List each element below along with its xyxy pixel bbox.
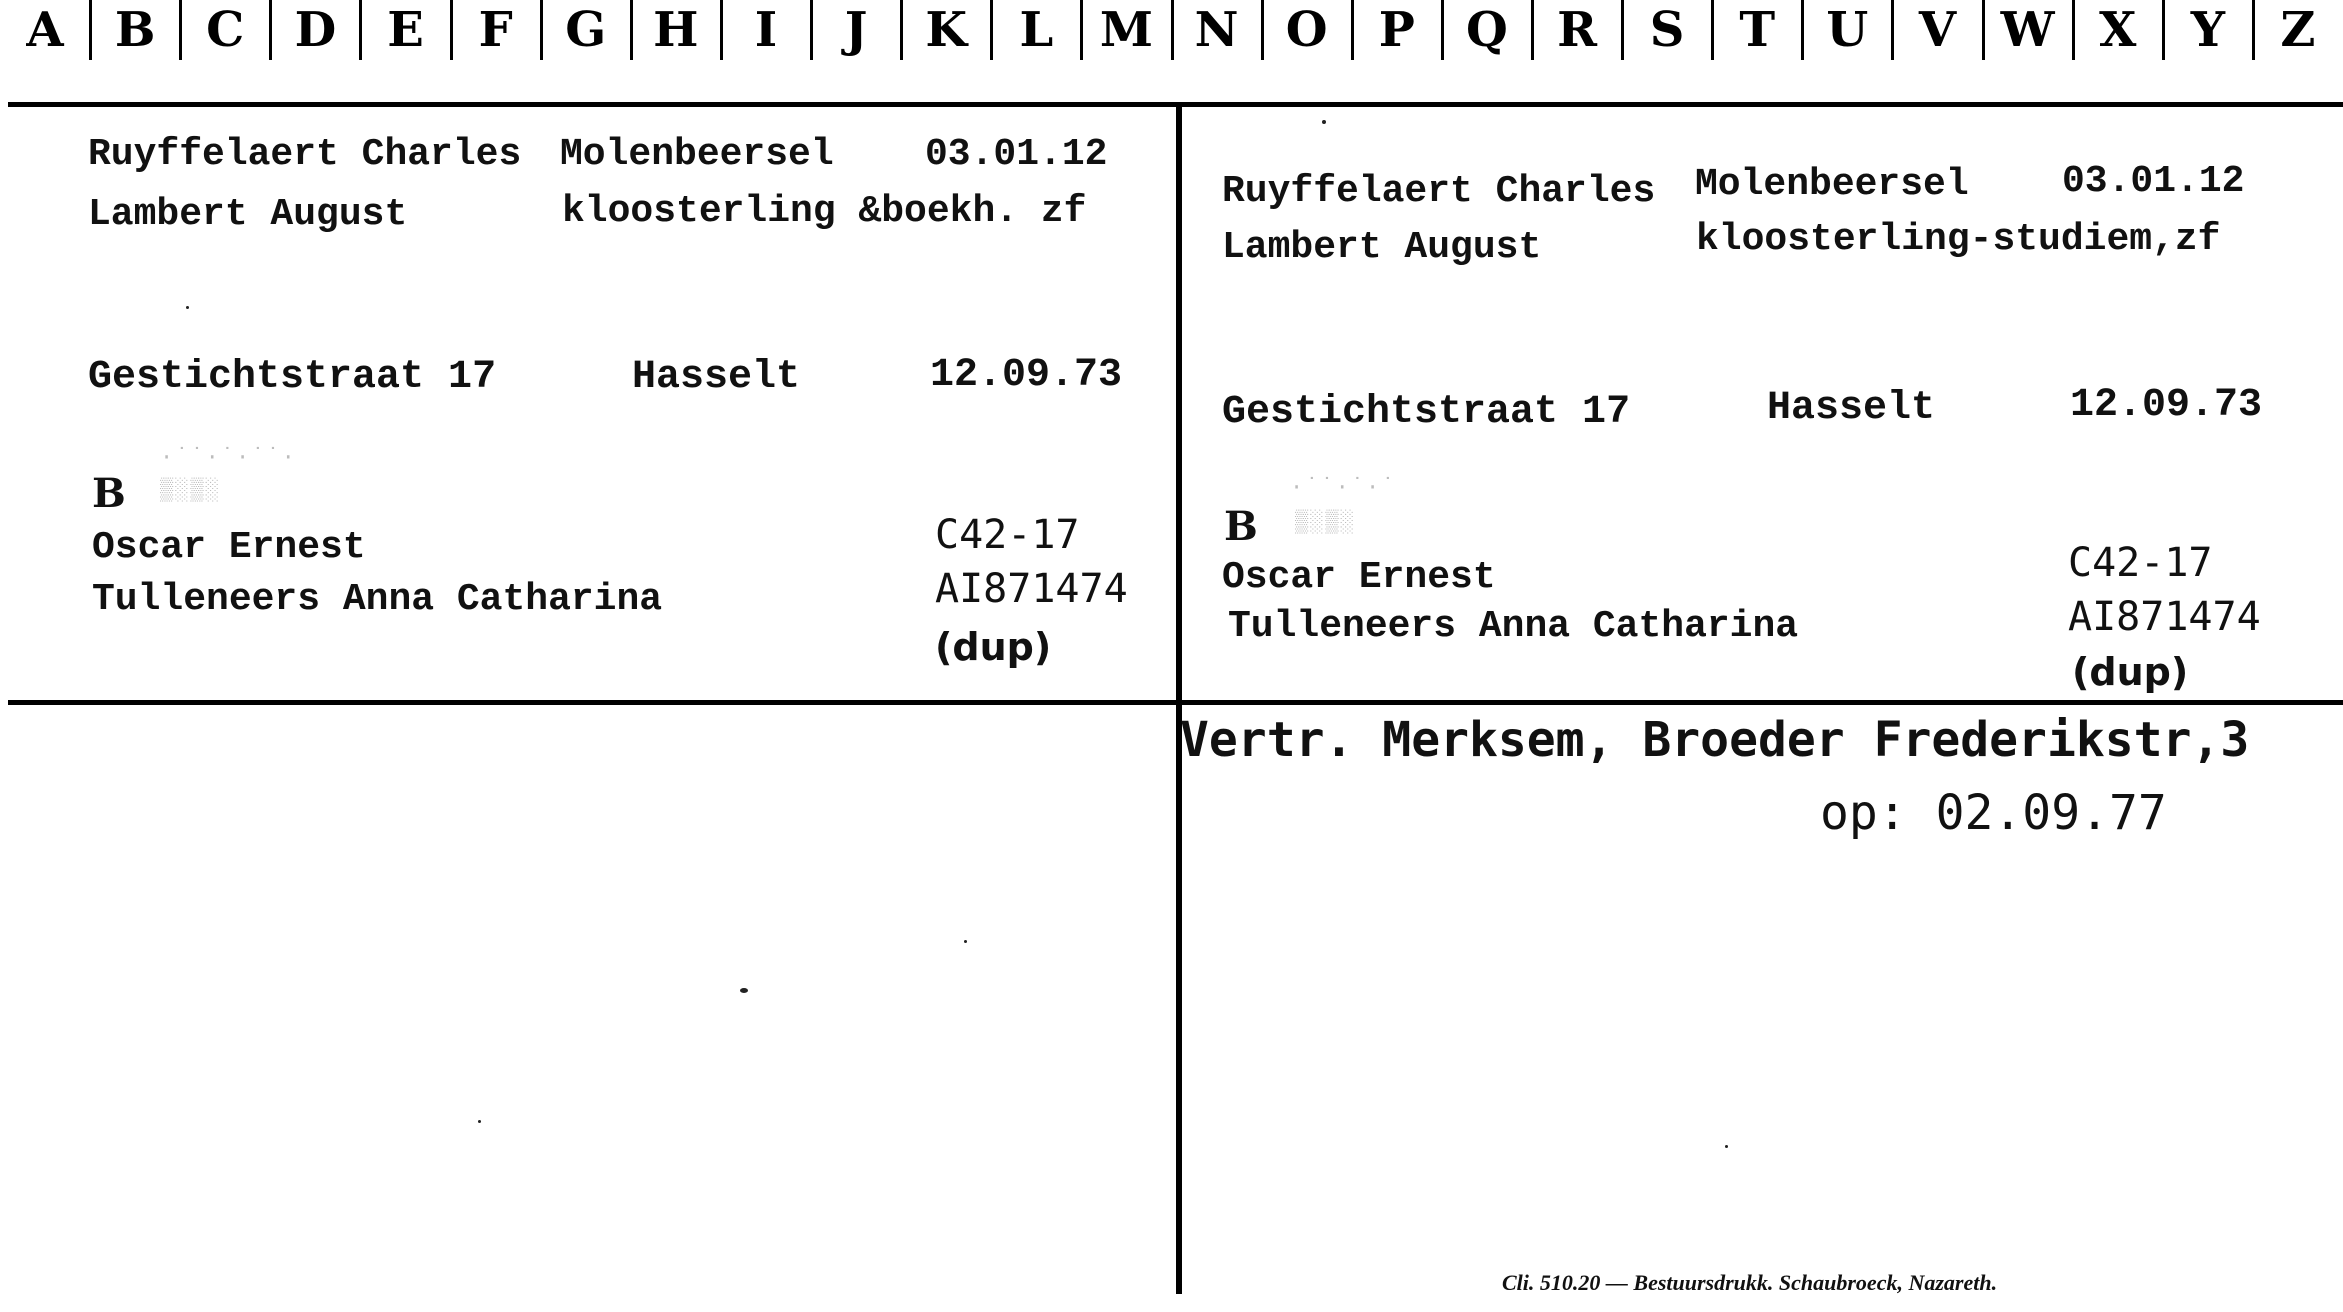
left-code: C42-17 xyxy=(935,512,1080,558)
left-line1-name: Ruyffelaert Charles xyxy=(88,133,522,176)
alphabet-divider xyxy=(2252,0,2255,60)
speck xyxy=(740,988,748,993)
right-line1-place: Molenbeersel xyxy=(1695,163,1969,206)
right-code: C42-17 xyxy=(2068,540,2213,586)
alphabet-letter-y: Y xyxy=(2190,2,2225,58)
alphabet-letter-d: D xyxy=(294,2,337,58)
alphabet-divider xyxy=(1621,0,1624,60)
right-dup: (dup) xyxy=(2072,650,2189,694)
alphabet-divider xyxy=(540,0,543,60)
speck xyxy=(186,306,189,309)
alphabet-letter-s: S xyxy=(1649,2,1685,58)
right-mother: Tulleneers Anna Catharina xyxy=(1228,605,1799,648)
center-divider xyxy=(1176,102,1182,1294)
left-line2-profession: kloosterling &boekh. zf xyxy=(562,190,1087,233)
alphabet-divider xyxy=(900,0,903,60)
left-mother: Tulleneers Anna Catharina xyxy=(92,578,663,621)
alphabet-divider xyxy=(1351,0,1354,60)
alphabet-divider xyxy=(1982,0,1985,60)
right-ink-dot xyxy=(1322,120,1326,124)
right-line2-name: Lambert August xyxy=(1222,226,1542,269)
alphabet-divider xyxy=(990,0,993,60)
left-city: Hasselt xyxy=(632,355,801,400)
alphabet-letter-q: Q xyxy=(1465,2,1508,58)
alphabet-divider xyxy=(1261,0,1264,60)
left-stamp-smudge-2: ▒░▒░ xyxy=(160,478,221,503)
alphabet-letter-w: W xyxy=(2000,2,2055,58)
speck xyxy=(964,940,967,943)
right-b-label: B xyxy=(1224,503,1258,550)
alphabet-letter-p: P xyxy=(1378,2,1415,58)
alphabet-letter-z: Z xyxy=(2280,2,2316,58)
alphabet-letter-x: X xyxy=(2099,2,2137,58)
speck xyxy=(1725,1145,1728,1148)
left-b-label: B xyxy=(92,470,126,517)
alphabet-letter-g: G xyxy=(565,2,607,58)
left-line1-place: Molenbeersel xyxy=(560,133,834,176)
printer-footer: Cli. 510.20 — Bestuursdrukk. Schaubroeck, Nazareth. xyxy=(1502,1270,1998,1295)
right-address-date: 12.09.73 xyxy=(2070,383,2263,428)
left-address-date: 12.09.73 xyxy=(930,353,1123,398)
alphabet-letter-l: L xyxy=(1019,2,1054,58)
right-father: Oscar Ernest xyxy=(1222,556,1496,599)
alphabet-letter-h: H xyxy=(653,2,699,58)
alphabet-letter-r: R xyxy=(1557,2,1597,58)
left-stamp-smudge: ·˙˙·˙·˙˙· xyxy=(160,445,297,470)
right-line1-date: 03.01.12 xyxy=(2062,160,2245,203)
alphabet-letter-m: M xyxy=(1099,2,1153,58)
left-line1-date: 03.01.12 xyxy=(925,133,1108,176)
alphabet-header xyxy=(0,0,2343,60)
alphabet-divider xyxy=(1171,0,1174,60)
right-address: Gestichtstraat 17 xyxy=(1222,390,1631,435)
alphabet-divider xyxy=(810,0,813,60)
alphabet-divider xyxy=(720,0,723,60)
alphabet-divider xyxy=(179,0,182,60)
alphabet-letter-n: N xyxy=(1194,2,1239,58)
alphabet-letter-v: V xyxy=(1918,2,1957,58)
speck xyxy=(478,1120,481,1123)
alphabet-divider xyxy=(2162,0,2165,60)
alphabet-letter-u: U xyxy=(1826,2,1869,58)
alphabet-divider xyxy=(1891,0,1894,60)
right-line1-name: Ruyffelaert Charles xyxy=(1222,170,1656,213)
alphabet-divider xyxy=(1441,0,1444,60)
right-line2-profession: kloosterling-studiem,zf xyxy=(1696,218,2221,261)
left-father: Oscar Ernest xyxy=(92,526,366,569)
alphabet-letter-c: C xyxy=(206,2,245,58)
alphabet-divider xyxy=(269,0,272,60)
alphabet-letter-t: T xyxy=(1739,2,1776,58)
alphabet-divider xyxy=(2072,0,2075,60)
right-id-number: AI871474 xyxy=(2068,594,2261,640)
alphabet-letter-a: A xyxy=(26,2,64,58)
alphabet-divider xyxy=(359,0,362,60)
alphabet-letter-b: B xyxy=(114,2,156,58)
alphabet-divider xyxy=(1711,0,1714,60)
alphabet-divider xyxy=(1080,0,1083,60)
alphabet-divider xyxy=(1801,0,1804,60)
alphabet-letter-k: K xyxy=(925,2,968,58)
alphabet-letter-f: F xyxy=(478,2,513,58)
alphabet-divider xyxy=(89,0,92,60)
alphabet-letter-e: E xyxy=(387,2,424,58)
left-address: Gestichtstraat 17 xyxy=(88,355,497,400)
right-stamp-smudge: ·˙˙·˙·˙ xyxy=(1290,475,1397,500)
left-dup: (dup) xyxy=(935,625,1052,669)
alphabet-letter-j: J xyxy=(844,2,868,58)
right-stamp-smudge-2: ▒░▒░ xyxy=(1295,510,1356,535)
alphabet-letter-o: O xyxy=(1285,2,1328,58)
right-city: Hasselt xyxy=(1767,386,1936,431)
alphabet-letter-i: I xyxy=(754,2,778,58)
right-departure-date: op: 02.09.77 xyxy=(1820,785,2167,841)
right-departure: Vertr. Merksem, Broeder Frederikstr,3 xyxy=(1180,712,2250,768)
alphabet-divider xyxy=(450,0,453,60)
alphabet-divider xyxy=(1531,0,1534,60)
left-line2-name: Lambert August xyxy=(88,193,408,236)
left-id-number: AI871474 xyxy=(935,566,1128,612)
alphabet-divider xyxy=(630,0,633,60)
